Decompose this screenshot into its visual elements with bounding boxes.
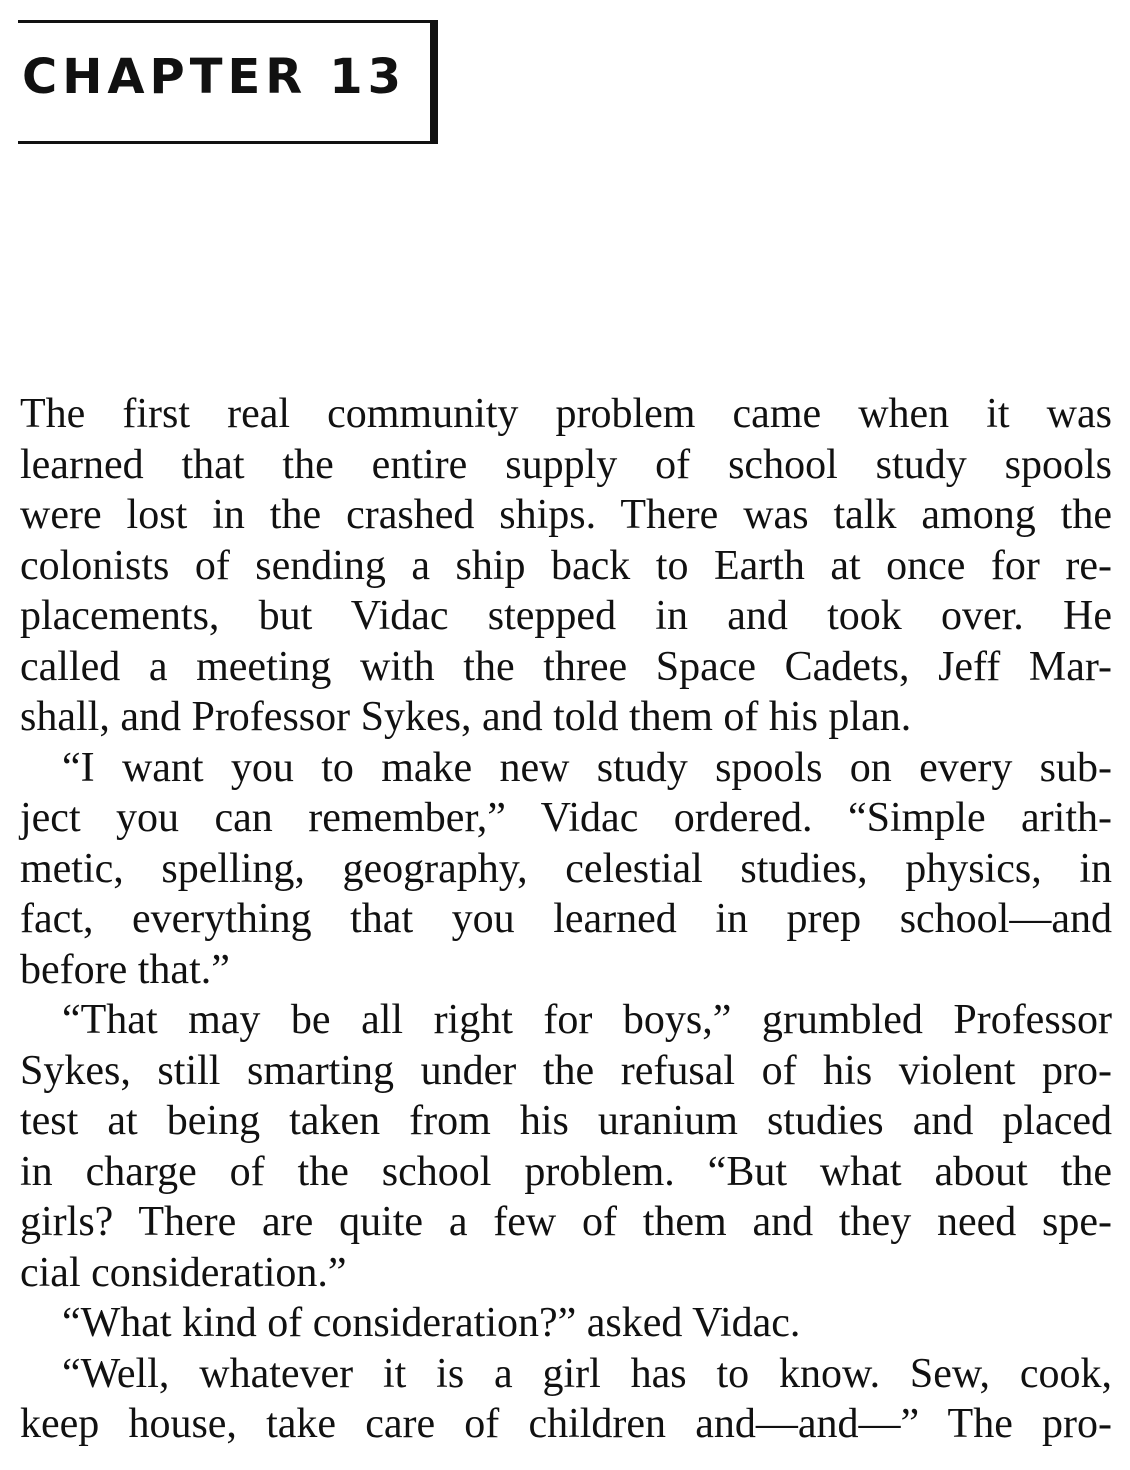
text-line: placements, but Vidac stepped in and took over. He: [20, 593, 1112, 639]
text-line: learned that the entire supply of school study spools: [20, 441, 1112, 488]
text-line: “I want you to make new study spools on every sub-: [62, 744, 1112, 791]
text-line: shall, and Professor Sykes, and told them of his plan.: [20, 694, 912, 740]
text-line: cial consideration.”: [20, 1249, 347, 1296]
text-line: girls? There are quite a few of them and they need spe-: [20, 1199, 1112, 1245]
text-line: in charge of the school problem. “But what about the: [20, 1148, 1112, 1195]
text-line: colonists of sending a ship back to Earth at once for re-: [20, 542, 1112, 589]
text-line: “What kind of consideration?” asked Vidac.: [62, 1300, 801, 1346]
text-line: were lost in the crashed ships. There was talk among the: [20, 492, 1112, 538]
chapter-title: [22, 49, 407, 105]
chapter-heading-box: [18, 20, 438, 144]
text-line: before that.”: [20, 946, 230, 993]
chapter-word: CHAPTER: [22, 49, 308, 105]
text-line: keep house, take care of children and—and—” The pro-: [20, 1401, 1112, 1447]
body-text: [20, 389, 1112, 1450]
text-line: test at being taken from his uranium studies and placed: [20, 1098, 1112, 1144]
text-line: ject you can remember,” Vidac ordered. “Simple arith-: [20, 795, 1112, 841]
text-line: Sykes, still smarting under the refusal of his violent pro-: [20, 1047, 1112, 1094]
text-line: “Well, whatever it is a girl has to know. Sew, cook,: [62, 1350, 1112, 1397]
text-line: fact, everything that you learned in prep school—and: [20, 896, 1112, 942]
chapter-number: 13: [329, 49, 407, 105]
text-line: metic, spelling, geography, celestial studies, physics, in: [20, 845, 1112, 892]
text-line: “That may be all right for boys,” grumbled Professor: [62, 997, 1112, 1043]
text-line: The first real community problem came when it was: [20, 391, 1112, 437]
text-line: called a meeting with the three Space Cadets, Jeff Mar-: [20, 643, 1112, 690]
